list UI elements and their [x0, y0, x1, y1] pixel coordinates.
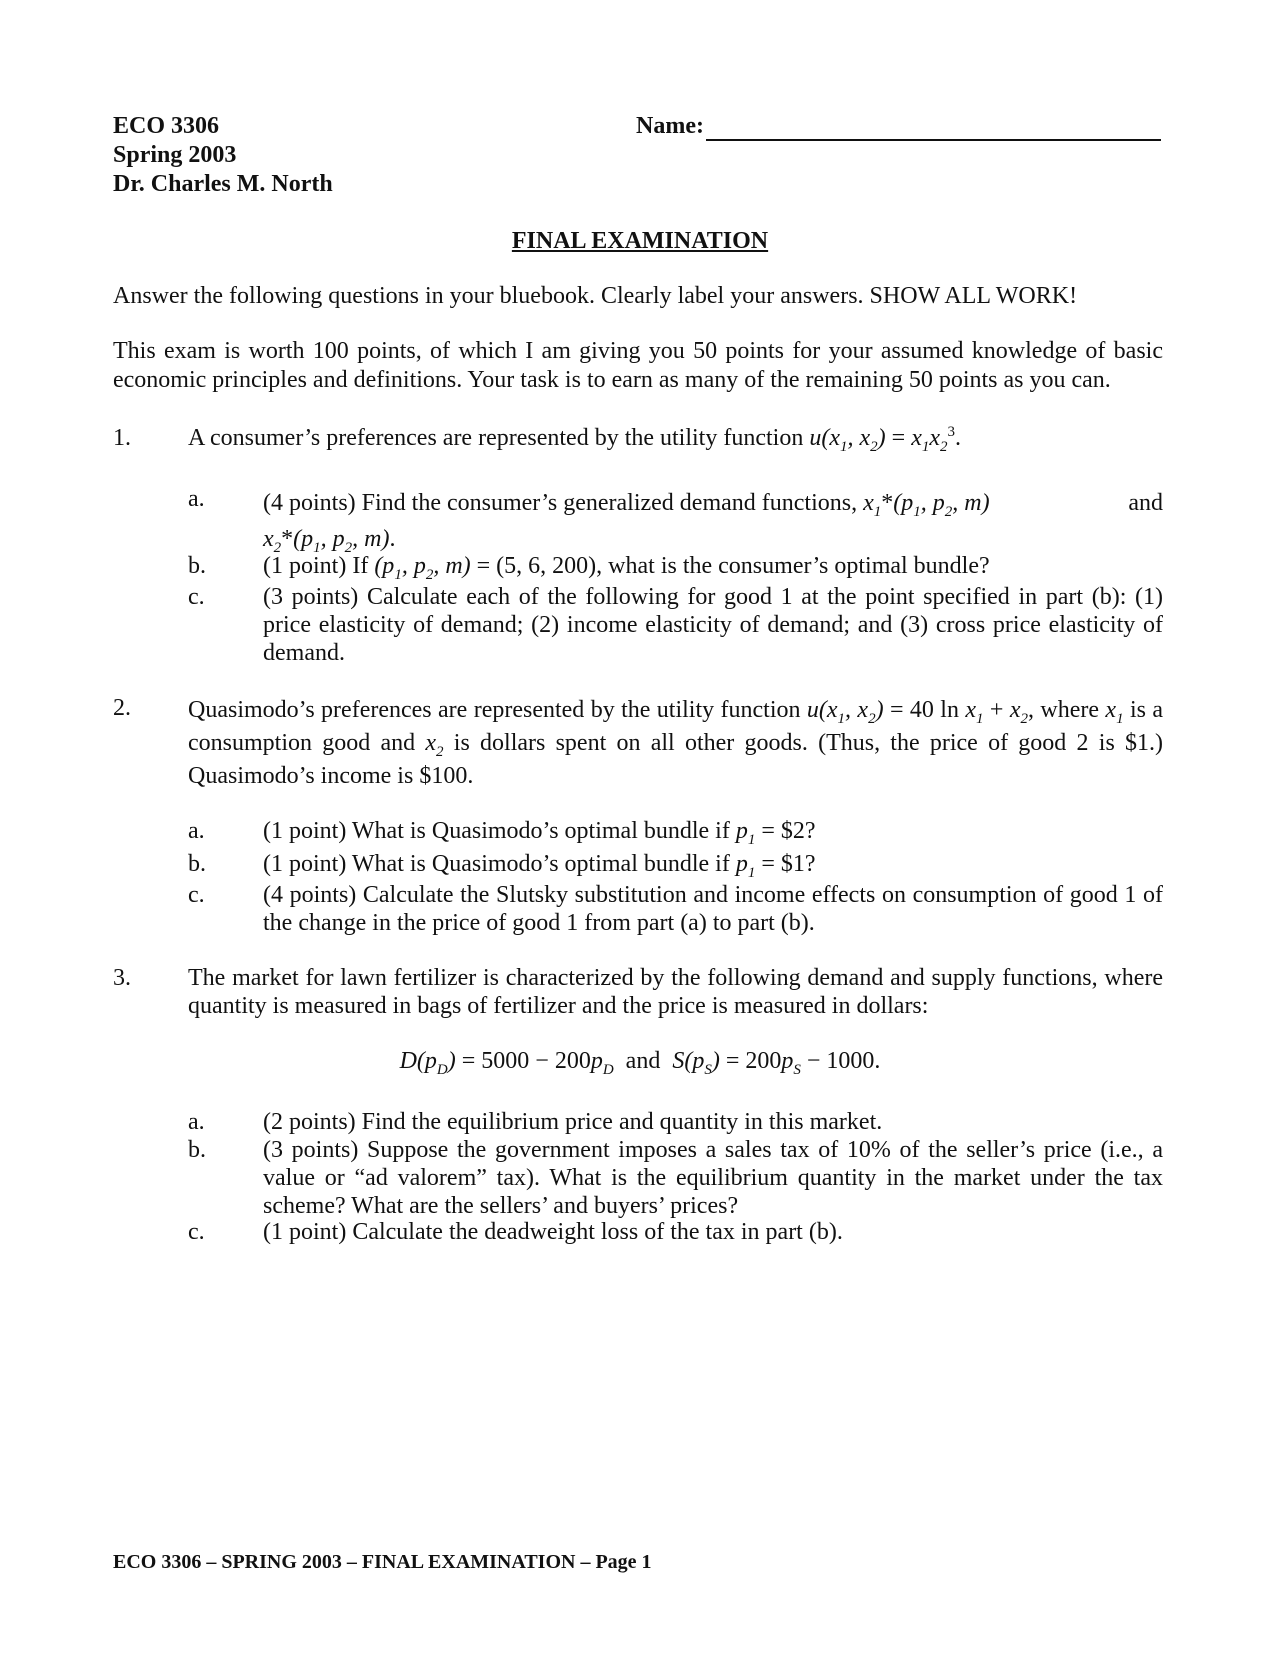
- page-footer: ECO 3306 – SPRING 2003 – FINAL EXAMINATION – Page 1: [113, 1551, 652, 1573]
- q3-equations: $D(p_D) = 5000 - 200p_D$ and $S(p_S) = 200p_S - 1000$.: [399, 1048, 881, 1078]
- exam-title: FINAL EXAMINATION: [511, 228, 769, 254]
- q2b-body: (1 point) What is Quasimodo’s optimal bundle if: [263, 851, 730, 877]
- q3c-text: (1 point) Calculate the deadweight loss of the tax in part (b).: [263, 1219, 843, 1245]
- q2-x1: $x_1$: [1105, 697, 1124, 727]
- q2-number: 2.: [113, 695, 131, 721]
- q1b-body-2: , what is the consumer’s optimal bundle?: [596, 553, 990, 579]
- q1b-values: ($p_1$, $p_2$, m) = (5, 6, 200): [374, 553, 597, 583]
- course-code: ECO 3306: [113, 113, 220, 139]
- q2a-text: [263, 817, 1163, 846]
- q3b-text: (3 points) Suppose the government imposes a sales tax of 10% of the seller’s price (i.e., a value or “ad valorem” tax). What is the equilibrium quantity in the market under the tax scheme? What are the sellers’ and buyers’ prices?: [263, 1137, 1163, 1219]
- q1-text-body: A consumer’s preferences are represented by the utility function: [188, 425, 804, 451]
- q2a-price: $2: [780, 818, 805, 844]
- q3-text: The market for lawn fertilizer is characterized by the following demand and supply functions, where quantity is measured in bags of fertilizer and the price is measured in dollars:: [188, 965, 1163, 1019]
- course-info: [113, 112, 333, 199]
- name-field: [636, 112, 1161, 141]
- q3a-text: (2 points) Find the equilibrium price and quantity in this market.: [263, 1109, 883, 1135]
- q1b-label: b.: [188, 553, 206, 579]
- q3-demand-const: 5000: [481, 1048, 530, 1074]
- q2c-label: c.: [188, 882, 205, 908]
- q1-number: 1.: [113, 425, 131, 451]
- intro-paragraph: This exam is worth 100 points, of which I am giving you 50 points for your assumed knowledge of basic economic principles and definitions. Your task is to earn as many of the remaining 50 points as you can.: [113, 338, 1163, 393]
- q3c-label: c.: [188, 1219, 205, 1245]
- q2b-text: [263, 850, 1163, 879]
- q1c-label: c.: [188, 584, 205, 610]
- q2-body-4: is dollars spent on all other goods. (Thus, the price of good 2 is $1.) Quasimodo’s income is $100.: [188, 730, 1164, 789]
- q3-eq-and: and: [625, 1048, 661, 1074]
- q2b-price: $1: [780, 851, 805, 877]
- q2c-text: (4 points) Calculate the Slutsky substitution and income effects on consumption of good 1 of the change in the price of good 1 from part (a) to part (b).: [263, 882, 1163, 936]
- q1b-text: [263, 552, 1163, 581]
- q2-body-3: is a consumption good and: [188, 697, 1164, 756]
- q1a-demand-x1: $x_1*(p_1$, $p_2$, m): [863, 490, 990, 520]
- q2-text: [188, 694, 1163, 793]
- q3-demand-coef: 200: [554, 1048, 591, 1074]
- q2-body-2: , where: [1028, 697, 1100, 723]
- q1a-body: (4 points) Find the consumer’s generalized demand functions,: [263, 490, 858, 516]
- q2b-price-eq: $p_1$ = $1?: [735, 851, 816, 881]
- term: Spring 2003: [113, 142, 237, 168]
- q2-body-1: Quasimodo’s preferences are represented by the utility function: [188, 697, 801, 723]
- q3-number: 3.: [113, 965, 131, 991]
- q3-demand-eq: $D(p_D) = 5000 - 200p_D$: [399, 1048, 614, 1078]
- instructor: Dr. Charles M. North: [113, 171, 333, 197]
- name-blank-line: [706, 115, 1161, 141]
- q2a-price-eq: $p_1$ = $2?: [735, 818, 816, 848]
- q1a-label: a.: [188, 486, 205, 512]
- q1c-text: (3 points) Calculate each of the following for good 1 at the point specified in part (b): (1) price elasticity of demand; (2) income elasticity of demand; and (3) cross price elasticity of demand.: [263, 584, 1163, 666]
- q2-x2: $x_2$: [425, 730, 444, 760]
- q3-supply-eq: $S(p_S) = 200p_S - 1000$: [672, 1048, 875, 1078]
- q1-text: A consumer’s preferences are represented by the utility function $u(x_1$, $x_2) = x_1x_2^3$.: [188, 424, 961, 455]
- q1a-demand-x2: $x_2*(p_1$, $p_2$, m): [263, 526, 390, 556]
- q1a-text: (4 points) Find the consumer’s generalized demand functions, $x_1*(p_1$, $p_2$, m) and $x_2*(p_1$, $p_2$, m).: [263, 485, 1163, 557]
- q2-utility-formula: $u(x_1$, $x_2) = 40$ $\ln x_1 + x_2$: [806, 697, 1028, 727]
- q2b-label: b.: [188, 851, 206, 877]
- q3a-label: a.: [188, 1109, 205, 1135]
- instructions: Answer the following questions in your bluebook. Clearly label your answers. SHOW ALL WORK!: [113, 283, 1078, 309]
- q3-supply-coef: 200: [745, 1048, 782, 1074]
- q1b-body-1: (1 point) If: [263, 553, 369, 579]
- q1a-and: and: [1128, 490, 1163, 516]
- name-label: Name:: [636, 113, 704, 139]
- q1-utility-formula: $u(x_1$, $x_2) = x_1x_2^3$: [809, 424, 955, 455]
- q3b-label: b.: [188, 1137, 206, 1163]
- q2a-label: a.: [188, 818, 205, 844]
- q3-supply-const: 1000: [826, 1048, 875, 1074]
- q2a-body: (1 point) What is Quasimodo’s optimal bundle if: [263, 818, 730, 844]
